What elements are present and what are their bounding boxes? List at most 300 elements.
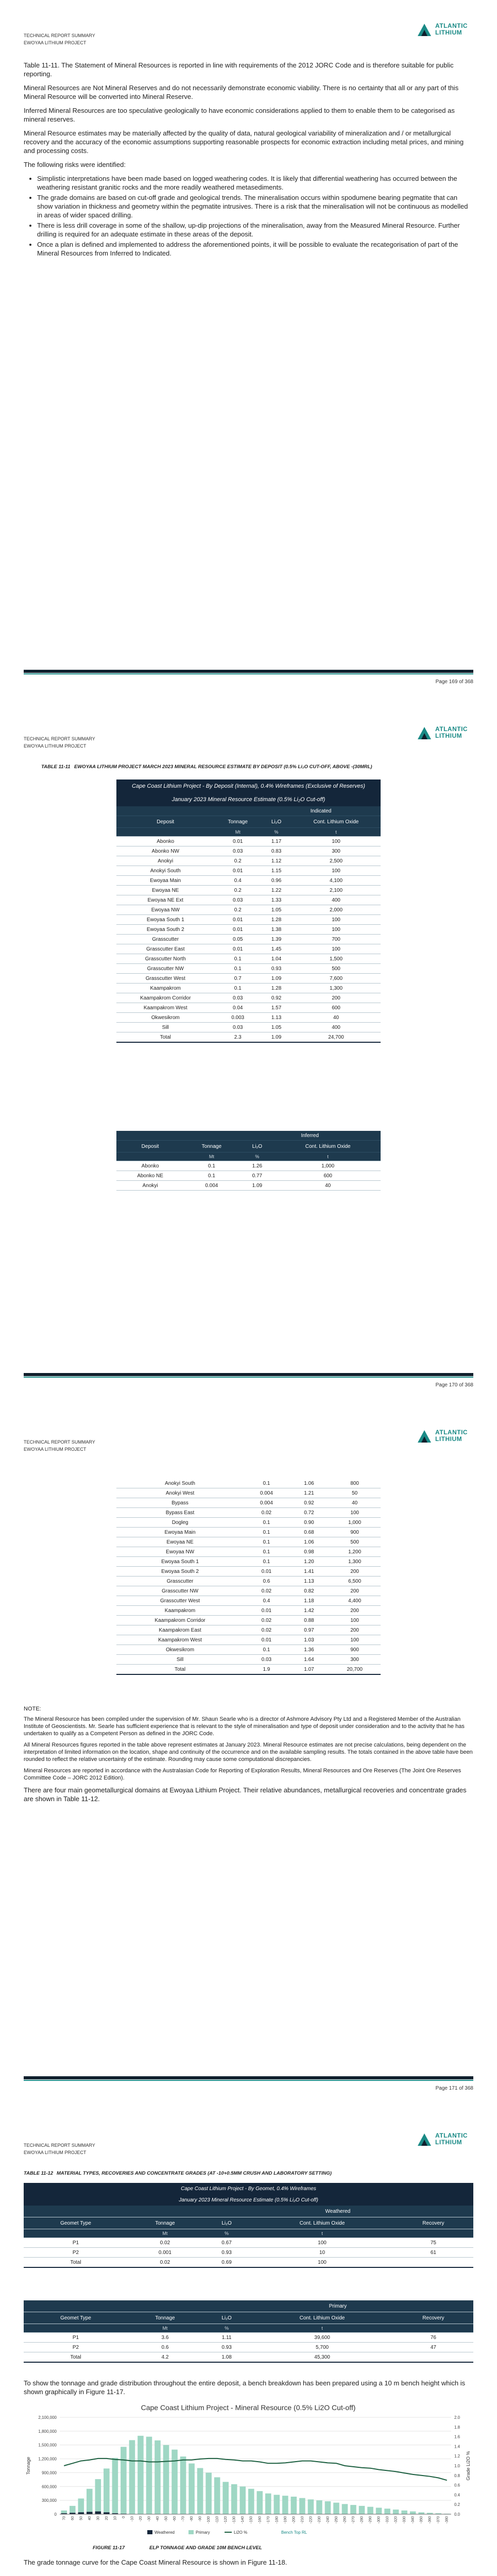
bar-primary (418, 2512, 424, 2514)
column-header: Tonnage (184, 1141, 239, 1153)
table-row (116, 1013, 381, 1023)
bar-primary (70, 2506, 76, 2513)
unit-cell: Mt (184, 1153, 239, 1161)
table-cell: 400 (292, 1023, 381, 1032)
bar-primary (78, 2499, 84, 2513)
x-tick-label: -210 (300, 2516, 304, 2524)
table-cell: 0.2 (214, 905, 261, 915)
table-cell: Okwesikrom (116, 1645, 244, 1655)
table-cell: 0.01 (214, 944, 261, 954)
table-cell: Anokyi South (116, 866, 214, 876)
chart-title: Cape Coast Lithium Project - Mineral Resource (0.5% Li2O Cut-off) (141, 2403, 356, 2412)
table-cell: 1.21 (289, 1488, 329, 1498)
paragraph: Inferred Mineral Resources are too speculative geologically to have economic considerations applied to them to enable them to be categorised as mineral reserves. (24, 107, 455, 123)
table-cell: 0.1 (244, 1479, 289, 1488)
x-tick-label: -230 (317, 2516, 321, 2524)
paragraph: There are four main geometallurgical domains at Ewoyaa Lithium Project. Their relative abundances, metallurgical recoveries and concentrate grades are shown in Table 11-12. (24, 1786, 467, 1803)
x-axis-label: Bench Top RL (281, 2530, 307, 2535)
table-cell: 100 (251, 2258, 393, 2268)
table-cell: 0.93 (202, 2248, 251, 2258)
x-tick-label: -130 (232, 2516, 236, 2524)
table-cell: Grasscutter (116, 1577, 244, 1586)
bench-level-chart (24, 2401, 473, 2540)
table-cell: Anokyi South (116, 1479, 244, 1488)
table-cell (393, 2352, 473, 2363)
table-row (24, 2343, 473, 2352)
table-cell: Kaampakrom Corridor (116, 1616, 244, 1625)
y2-tick-label: 1.8 (454, 2425, 460, 2430)
footer-rule (24, 1373, 473, 1376)
table-row (116, 1577, 381, 1586)
table-cell: 0.02 (244, 1586, 289, 1596)
figure-title: ELP TONNAGE AND GRADE 10M BENCH LEVEL (149, 2545, 262, 2551)
table-cell: 0.1 (214, 984, 261, 993)
table-cell: 0.03 (214, 1023, 261, 1032)
table-cell: 0.004 (244, 1498, 289, 1508)
table-cell: 61 (393, 2248, 473, 2258)
table-row (116, 925, 381, 935)
table-cell: Bypass East (116, 1508, 244, 1518)
table-cell: 100 (292, 866, 381, 876)
table-cell: Ewoyaa South 2 (116, 1567, 244, 1577)
table-cell: 800 (329, 1479, 381, 1488)
table-cell: 1.38 (261, 925, 292, 935)
table-cell: 1.28 (261, 915, 292, 925)
table-row (116, 886, 381, 895)
bar-primary (393, 2510, 399, 2514)
table-cell: 7,600 (292, 974, 381, 984)
table-row (24, 2333, 473, 2343)
table-cell: 0.02 (128, 2258, 202, 2268)
table-row (116, 1498, 381, 1508)
table-cell: 76 (393, 2333, 473, 2343)
table-cell: 1.11 (202, 2333, 251, 2343)
closing-paragraph: The grade tonnage curve for the Cape Coast Mineral Resource is shown in Figure 11-18. (24, 2558, 287, 2566)
bar-primary (274, 2495, 280, 2514)
table-cell: 0.83 (261, 846, 292, 856)
header-line-2: EWOYAA LITHIUM PROJECT (24, 1447, 87, 1452)
logo-line-2: LITHIUM (435, 1435, 462, 1443)
table-cell: 500 (292, 964, 381, 974)
table-cell: 0.03 (214, 846, 261, 856)
table-cell: 1.39 (261, 935, 292, 944)
table-11-12-caption (24, 2171, 456, 2176)
unit-cell: Mt (128, 2229, 202, 2238)
x-tick-label: -310 (386, 2516, 390, 2524)
table-row (116, 837, 381, 846)
table-cell: 0.03 (214, 895, 261, 905)
paragraph: Mineral Resource estimates may be materially affected by the quality of data, natural geological variability of mineralization and / or metallurgical recovery and the accuracy of the economic assumptions supporting reasonable prospects for economic extraction including metal prices, and mining and processing costs. (24, 129, 464, 155)
note: Mineral Resources are reported in accordance with the Australasian Code for Reporting of Exploration Results, Mineral Resources and Ore Reserves (The Joint Ore Reserves Committee Code – JORC 2012 Edition). (24, 1768, 461, 1781)
table-cell: 900 (329, 1528, 381, 1537)
table-cell: 1.07 (289, 1665, 329, 1675)
table-cell: 200 (329, 1606, 381, 1616)
bar-primary (359, 2506, 365, 2514)
x-tick-label: -320 (394, 2516, 398, 2524)
bar-primary (155, 2441, 161, 2514)
table-cell: 1.09 (261, 1032, 292, 1043)
bar-primary (401, 2511, 407, 2514)
table-cell: 0.1 (214, 954, 261, 964)
unit-cell: t (275, 1153, 381, 1161)
table-row (116, 915, 381, 925)
table-row (116, 1655, 381, 1665)
table-row (116, 866, 381, 876)
table-cell: 0.2 (214, 886, 261, 895)
table-cell: 100 (292, 915, 381, 925)
x-tick-label: -80 (190, 2516, 194, 2522)
logo-triangle-icon (417, 22, 432, 37)
column-header: Deposit (116, 816, 214, 828)
x-tick-label: -380 (445, 2516, 449, 2524)
table-cell: 1.26 (239, 1161, 275, 1171)
table-notes (24, 1705, 473, 1807)
y2-tick-label: 0.6 (454, 2483, 460, 2488)
table-cell: Ewoyaa NW (116, 1547, 244, 1557)
table-row (116, 1518, 381, 1528)
table-cell: 0.92 (289, 1498, 329, 1508)
table-cell: Dogleg (116, 1518, 244, 1528)
table-cell: 1.09 (239, 1181, 275, 1191)
table-cell: 0.92 (261, 993, 292, 1003)
table-cell: 0.97 (289, 1625, 329, 1635)
bar-primary (410, 2512, 416, 2514)
header-line-2: EWOYAA LITHIUM PROJECT (24, 40, 87, 45)
table-cell: Kaampakrom East (116, 1625, 244, 1635)
bar-primary (146, 2437, 152, 2514)
table-row (116, 1635, 381, 1645)
table-title: MATERIAL TYPES, RECOVERIES AND CONCENTRATE GRADES (AT -10+0.5MM CRUSH AND LABORATORY SETTING) (57, 2171, 332, 2176)
notes-heading: NOTE: (24, 1706, 41, 1712)
table-row (116, 1665, 381, 1675)
table-cell: 700 (292, 935, 381, 944)
table-cell: 4.2 (128, 2352, 202, 2363)
x-tick-label: -60 (173, 2516, 177, 2522)
table-cell: 0.03 (214, 993, 261, 1003)
x-tick-label: 70 (62, 2516, 66, 2520)
legend-swatch-weathered (147, 2530, 152, 2534)
unit-cell (116, 828, 214, 837)
table-row (116, 1567, 381, 1577)
table-row (24, 2248, 473, 2258)
table-cell: 75 (393, 2238, 473, 2248)
page-170 (0, 703, 497, 1406)
x-tick-label: -200 (292, 2516, 296, 2524)
x-tick-label: 60 (71, 2516, 75, 2520)
table-cell: 2,000 (292, 905, 381, 915)
table-cell: 1.18 (289, 1596, 329, 1606)
y-tick-label: 1,200,000 (38, 2456, 57, 2462)
table-cell: Ewoyaa NE (116, 1537, 244, 1547)
table-cell: 1,300 (292, 984, 381, 993)
x-tick-label: 40 (88, 2516, 92, 2520)
page-number: Page 171 of 368 (435, 2086, 473, 2091)
table-cell: 1.9 (244, 1665, 289, 1675)
table-cell: Ewoyaa NW (116, 905, 214, 915)
bar-weathered (95, 2512, 101, 2514)
table-cell: Abonko NE (116, 1171, 184, 1181)
table-row (116, 1171, 381, 1181)
bar-weathered (104, 2512, 110, 2514)
table-cell: 300 (292, 846, 381, 856)
x-tick-label: -340 (411, 2516, 415, 2524)
table-cell: 500 (329, 1537, 381, 1547)
table-cell: Grasscutter North (116, 954, 214, 964)
bar-primary (129, 2440, 135, 2514)
x-tick-label: -150 (249, 2516, 253, 2524)
table-cell: 0.93 (261, 964, 292, 974)
table-cell: 1.06 (289, 1537, 329, 1547)
y2-tick-label: 1.0 (454, 2464, 460, 2468)
column-header: Cont. Lithium Oxide (275, 1141, 381, 1153)
table-cell: Abonko NW (116, 846, 214, 856)
table-cell: Grasscutter NW (116, 964, 214, 974)
table-cell: 1.13 (289, 1577, 329, 1586)
table-row (116, 846, 381, 856)
category-label: Primary (202, 2300, 473, 2312)
logo-triangle-icon (417, 1428, 432, 1444)
note: The Mineral Resource has been compiled under the supervision of Mr. Shaun Searle who is a director of Ashmore Advisory Pty Ltd and a Registered Member of the Australian Institute of Geoscientists. Mr. Searle has sufficient experience that is relevant to the style of mineralisation and type of deposit under consideration and to the activity that he has undertaken to qualify as a Competent Person as defined in the JORC Code. (24, 1716, 465, 1737)
table-cell: 1.09 (261, 974, 292, 984)
table-cell: 0.93 (202, 2343, 251, 2352)
x-tick-label: 50 (79, 2516, 83, 2520)
x-tick-label: -280 (360, 2516, 364, 2524)
legend-label: Primary (196, 2530, 210, 2535)
x-tick-label: -220 (309, 2516, 313, 2524)
x-tick-label: 20 (105, 2516, 109, 2520)
table-cell: 0.01 (244, 1635, 289, 1645)
category-label: Inferred (239, 1131, 381, 1141)
table-cell: 1.28 (261, 984, 292, 993)
table-number: TABLE 11-11 (41, 764, 71, 770)
table-cell: Ewoyaa Main (116, 1528, 244, 1537)
table-cell: P1 (24, 2333, 128, 2343)
table-cell: 1.05 (261, 1023, 292, 1032)
table-cell: 0.82 (289, 1586, 329, 1596)
table-cell: 200 (329, 1567, 381, 1577)
bar-primary (342, 2504, 348, 2514)
unit-cell: % (261, 828, 292, 837)
company-logo (417, 2130, 473, 2148)
table-cell: 100 (292, 837, 381, 846)
table-cell: Ewoyaa NE (116, 886, 214, 895)
table-11-11-caption (41, 764, 474, 770)
table-cell: 200 (329, 1625, 381, 1635)
table-title-row: Cape Coast Lithium Project - By Geomet, 0.4% Wireframes (24, 2183, 473, 2194)
y-axis-label: Tonnage (26, 2456, 31, 2475)
note: All Mineral Resources figures reported in the table above represent estimates at January 2023. Mineral Resource estimates are not precise calculations, being dependent on the interpretation of limited information on the location, shape and continuity of the occurrence and on the available sampling results. The totals contained in the above table have been rounded to reflect the relative uncertainty of the estimate. Rounding may cause some computational discrepancies. (24, 1742, 473, 1762)
report-header (24, 1438, 95, 1453)
x-tick-label: -160 (258, 2516, 262, 2524)
x-tick-label: 10 (113, 2516, 117, 2520)
report-header (24, 32, 95, 46)
bar-primary (350, 2505, 356, 2514)
page-169-body (24, 61, 473, 259)
table-cell: 300 (329, 1655, 381, 1665)
bar-primary (265, 2494, 271, 2514)
table-cell: 0.4 (214, 876, 261, 886)
table-cell: Ewoyaa Main (116, 876, 214, 886)
column-header: Geomet Type (24, 2312, 128, 2324)
table-cell: 1.42 (289, 1606, 329, 1616)
table-subtitle-row: January 2023 Mineral Resource Estimate (0.5% Li₂O Cut-off) (116, 793, 381, 806)
table-cell: 0.02 (128, 2238, 202, 2248)
table-cell: 1.64 (289, 1655, 329, 1665)
table-cell: 0.67 (202, 2238, 251, 2248)
table-cell: Kaampakrom (116, 1606, 244, 1616)
y-tick-label: 2,100,000 (38, 2415, 57, 2420)
unit-cell (116, 1153, 184, 1161)
table-cell: 900 (329, 1645, 381, 1655)
x-tick-label: -70 (181, 2516, 185, 2522)
table-cell: 0.02 (244, 1508, 289, 1518)
table-cell: Anokyi (116, 856, 214, 866)
table-row (116, 1557, 381, 1567)
table-cell: 0.69 (202, 2258, 251, 2268)
logo-line-2: LITHIUM (435, 29, 462, 36)
table-cell: 40 (292, 1013, 381, 1023)
table-row (116, 1586, 381, 1596)
table-cell: Grasscutter NW (116, 1586, 244, 1596)
x-tick-label: -180 (275, 2516, 279, 2524)
bar-weathered (87, 2512, 93, 2514)
table-cell: 24,700 (292, 1032, 381, 1043)
x-tick-label: -170 (266, 2516, 270, 2524)
table-cell: 5,700 (251, 2343, 393, 2352)
table-cell: 0.001 (128, 2248, 202, 2258)
table-cell: 0.1 (244, 1645, 289, 1655)
unit-cell: % (202, 2324, 251, 2333)
table-cell: 0.05 (214, 935, 261, 944)
bar-primary (325, 2501, 331, 2514)
table-cell: Bypass (116, 1498, 244, 1508)
column-header: Recovery (393, 2312, 473, 2324)
legend-swatch-primary (188, 2530, 194, 2534)
x-tick-label: -10 (130, 2516, 134, 2522)
table-cell: 2,100 (292, 886, 381, 895)
table-row (116, 984, 381, 993)
table-cell: P2 (24, 2343, 128, 2352)
table-cell: 1.05 (261, 905, 292, 915)
risk-item: • The grade domains are based on cut-off grade and geological trends. The mineralisation occurs within spodumene bearing pegmatite that can show variation in thickness and geometry within the pegmatite intrusives. There is a risk that the mineralisation will not be continuous as modelled in areas of wider spaced drilling. (37, 193, 473, 219)
y2-tick-label: 0.4 (454, 2493, 460, 2498)
column-header: Li₂O (261, 816, 292, 828)
x-tick-label: -20 (139, 2516, 143, 2522)
figure-number: FIGURE 11-17 (93, 2545, 125, 2551)
table-row (116, 1645, 381, 1655)
column-header: Cont. Lithium Oxide (251, 2217, 393, 2229)
logo-triangle-icon (417, 725, 432, 740)
table-cell: 0.01 (214, 837, 261, 846)
table-cell: 0.72 (289, 1508, 329, 1518)
table-row (116, 974, 381, 984)
y-tick-label: 900,000 (42, 2470, 57, 2476)
table-cell: 0.4 (244, 1596, 289, 1606)
paragraph: Table 11-11. The Statement of Mineral Resources is reported in line with requirements of the 2012 JORC Code and is therefore suitable for public reporting. (24, 61, 454, 78)
logo-line-2: LITHIUM (435, 732, 462, 739)
report-header (24, 2142, 95, 2156)
x-tick-label: -250 (334, 2516, 338, 2524)
y-tick-label: 0 (54, 2512, 57, 2517)
header-line-1: TECHNICAL REPORT SUMMARY (24, 2143, 95, 2148)
table-row (116, 1528, 381, 1537)
table-cell: 0.96 (261, 876, 292, 886)
unit-cell: % (202, 2229, 251, 2238)
table-cell: 40 (275, 1181, 381, 1191)
table-cell: 0.01 (214, 925, 261, 935)
table-cell: Total (24, 2352, 128, 2363)
table-cell: 1.06 (289, 1479, 329, 1488)
bar-primary (333, 2503, 339, 2514)
table-cell: 400 (292, 895, 381, 905)
footer-rule (24, 670, 473, 673)
table-row (116, 856, 381, 866)
table-cell: 2.3 (214, 1032, 261, 1043)
x-tick-label: -260 (343, 2516, 347, 2524)
unit-cell (393, 2324, 473, 2333)
y2-tick-label: 1.6 (454, 2434, 460, 2439)
table-cell: Grasscutter (116, 935, 214, 944)
table-subtitle-row: January 2023 Mineral Resource Estimate (0.5% Li₂O Cut-off) (24, 2194, 473, 2206)
report-header (24, 735, 95, 750)
bar-primary (367, 2507, 373, 2514)
bar-primary (95, 2479, 101, 2512)
category-label: Weathered (202, 2206, 473, 2217)
table-cell: 0.6 (128, 2343, 202, 2352)
bar-primary (282, 2496, 288, 2514)
company-logo (417, 21, 473, 38)
table-cell: 0.004 (244, 1488, 289, 1498)
table-cell: 0.1 (244, 1557, 289, 1567)
table-row (116, 1181, 381, 1191)
bar-primary (205, 2472, 212, 2514)
table-cell: 1.33 (261, 895, 292, 905)
x-tick-label: -110 (215, 2516, 219, 2523)
table-cell: 100 (329, 1635, 381, 1645)
paragraph: The following risks were identified: (24, 161, 126, 168)
y2-tick-label: 2.0 (454, 2415, 460, 2420)
page-171 (0, 1406, 497, 2110)
table-row (116, 1508, 381, 1518)
table-row (116, 1479, 381, 1488)
table-row (116, 876, 381, 886)
column-header: Tonnage (214, 816, 261, 828)
table-cell: Abonko (116, 1161, 184, 1171)
table-cell: 20,700 (329, 1665, 381, 1675)
table-cell: Kaampakrom Corridor (116, 993, 214, 1003)
table-cell: 0.01 (214, 866, 261, 876)
table-cell: 0.03 (244, 1655, 289, 1665)
y2-axis-label: Grade Li2O % (466, 2451, 471, 2481)
table-cell: 45,300 (251, 2352, 393, 2363)
bar-primary (61, 2511, 67, 2513)
table-cell: Grasscutter East (116, 944, 214, 954)
logo-line-1: ATLANTIC (435, 22, 468, 29)
page-172-paragraph: To show the tonnage and grade distribution throughout the entire deposit, a bench breakdown has been prepared using a 10 m bench height which is shown graphically in Figure 11-17. (24, 2379, 466, 2396)
table-cell: Ewoyaa South 1 (116, 1557, 244, 1567)
x-tick-label: -50 (164, 2516, 168, 2522)
company-logo (417, 1427, 473, 1445)
table-cell: 1,500 (292, 954, 381, 964)
table-cell: P1 (24, 2238, 128, 2248)
table-cell: Total (24, 2258, 128, 2268)
unit-cell (24, 2229, 128, 2238)
resource-table-indicated (116, 779, 381, 1043)
table-cell: 600 (275, 1171, 381, 1181)
table-row (116, 1003, 381, 1013)
table-cell: Kaampakrom West (116, 1003, 214, 1013)
table-cell: 1.08 (202, 2352, 251, 2363)
